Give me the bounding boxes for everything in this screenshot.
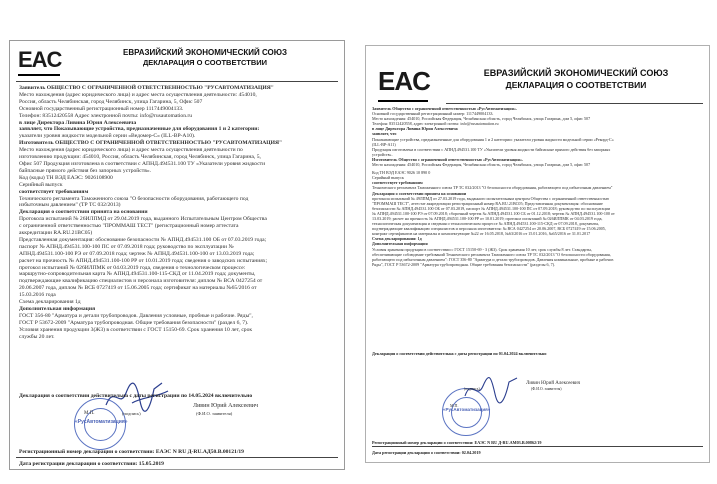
body-line: работающего под избыточным давлением": ГОСТ 356-80 "Арматура и детали трубопроводов. Давления номинальные, пробные и рабочие. — [372, 256, 615, 262]
body-line: Место нахождения (адрес юридического лица) и адрес места осуществления деятельности: 454010, — [19, 91, 257, 98]
body-line: с ограниченной ответственностью "ПРОММАШ ТЕСТ" (регистрационный номер аттестата — [19, 223, 239, 230]
body-line: (ILL-ВР-А11) — [372, 141, 396, 147]
signer-name: Ливин Юрий Алексеевич — [526, 381, 581, 386]
body-line: Заявитель ОБЩЕСТВО С ОГРАНИЧЕННОЙ ОТВЕТСТВЕННОСТЬЮ "РУСАВТОМАТИЗАЦИЯ" — [19, 85, 274, 91]
body-line: "ПРОММАШ ТЕСТ", аттестат аккредитации регистрационный номер RA.RU.21ВС05; Представленная документация: обоснование — [372, 200, 603, 206]
header-subtitle: ДЕКЛАРАЦИЯ О СООТВЕТСТВИИ — [505, 80, 647, 90]
body-line: Место нахождения (адрес юридического лица) и адрес места осуществления деятельности по — [19, 147, 243, 154]
header-subtitle: ДЕКЛАРАЦИЯ О СООТВЕТСТВИИ — [142, 58, 268, 67]
eac-mark: EAC — [18, 47, 62, 72]
body-line: Место нахождения: 454010, Российская Федерация, Челябинская область, город Челябинск, улица Гагарина, дом 5, офис 507 — [372, 116, 591, 122]
body-line: Основной государственный регистрационный номер: 1117449004133. — [372, 111, 494, 117]
body-line: контракт сертификатов на материалы и комплектующие №22 от 16.05.2018, №63/2016 от 15.01.2016, №65/2016 от 31.01.2017 — [372, 231, 591, 237]
body-line: Офис 507 Продукция изготовлена в соответствии с АПНД.494531.100 ТУ «Указатели уровня жидкости — [19, 160, 266, 167]
body-line: избыточным давлением" (ТР ТС 032/2013) — [19, 202, 121, 209]
body-line: Технического регламента Таможенного союза ТР ТС 032/2013 "О безопасности оборудования, работающего под избыточным давлением" — [372, 185, 613, 191]
body-line: Дополнительная информация — [372, 241, 428, 247]
body-line: Показывающие устройства, предназначенные для оборудования 1 и 2 категории: указатели уровня жидкости модельной серии «Рекорд-С» — [372, 136, 614, 142]
declaration-body — [372, 106, 704, 267]
registration-number: Регистрационный номер декларации о соответствии: ЕАЭС N RU Д-RU.АМ03.В.00862/19 — [372, 440, 542, 445]
registration-date: Дата регистрации декларации о соответствии: 02.04.2019 — [372, 450, 481, 455]
body-line: Изготовитель ОБЩЕСТВО С ОГРАНИЧЕННОЙ ОТВЕТСТВЕННОСТЬЮ "РУСАВТОМАТИЗАЦИЯ" — [19, 140, 283, 147]
body-line: технологическая документация и сведения о технологическом процессе № АПНД.494531.100-115-СКД от 07.09.2018, документы, — [372, 221, 600, 227]
body-line: Серийный выпуск — [19, 181, 63, 188]
mp-label: М.П. — [84, 411, 95, 416]
body-line: паспорт № АПНД.494531.100-100 ПС от 07.09.2018 года; руководство по эксплуатации № — [19, 243, 234, 250]
body-line: 13.03.2019; расчет на прочность № АПНД.494531.100-100 РР от 10.01.2019; протокол испытаний № 026ИЛПМК от 04.03.2019 года, — [372, 215, 603, 221]
signer-name: Ливин Юрий Алексеевич — [193, 403, 259, 409]
body-line: № АПНД.494531.100-100 РЭ от 07.09.2018; сборочный чертеж № АПНД.494531.100 СБ от 01.12.2018; чертеж № АПНД.494531.100-100 от — [372, 210, 615, 216]
signature-caption: (подпись) — [122, 411, 141, 416]
mp-label: М.П. — [450, 403, 459, 408]
body-line: ГОСТ Р 53672-2009 "Арматура трубопроводная. Общие требования безопасности" (раздел 6, 7). — [19, 319, 249, 326]
body-line: соответствует требованиям — [19, 188, 89, 195]
body-line: Изготовитель Общество с ограниченной ответственностью «РусАвтоматизация». — [372, 156, 523, 162]
body-line: Декларация о соответствии принята на основании — [372, 190, 467, 196]
body-line: Место нахождения: 454010, Российская Федерация, Челябинская область, город Челябинск, улица Гагарина, дом 5, офис 507 — [372, 162, 591, 168]
body-line: протокол испытаний № 026ИЛПМК от 04.03.2019 года, сведения о технологическом процессе: — [19, 264, 246, 271]
header-divider — [446, 103, 703, 104]
body-line: службы 20 лет. — [19, 333, 55, 340]
body-line: Продукция изготовлена в соответствии с АПНД.494531.100 ТУ «Указатели уровня жидкости байпасные прямого действия без запорных — [372, 146, 611, 152]
footer-divider — [372, 446, 703, 447]
body-line: Заявитель Общество с ограниченной ответственностью «РусАвтоматизация». — [372, 106, 517, 111]
body-line: Схема декларирования: 1д — [372, 236, 422, 242]
body-line: соответствует требованиям — [372, 180, 423, 186]
footer-divider — [16, 457, 338, 458]
header-divider — [16, 81, 338, 82]
body-line: указатели уровня жидкости модельной серии «Ведомер-С» (ILL-ВР-А10). — [19, 133, 196, 140]
body-line: Протокола испытаний № 26ИЛПМД от 29.04.2019 года, выданного Испытательным Центром Общества — [19, 216, 267, 223]
declaration-document-right — [365, 45, 710, 463]
declaration-body — [19, 85, 338, 341]
body-line: Телефон: 83512420558 Адрес электронной почты: info@rusautomation.ru — [19, 112, 193, 119]
body-line: расчет на прочность № АПНД.494531.100-100 РР от 10.01.2019 года; сведения о заводских испытаниях; — [19, 257, 268, 264]
body-line: Условия хранения продукции 3(Ж3) в соответствии с ГОСТ 15150-69. Срок хранения 10 лет, срок — [19, 326, 253, 333]
body-line: в лице Директора Ливина Юрия Алексеевича — [19, 119, 137, 126]
body-line: АПНД.494531.100-100 РЭ от 07.09.2018 года; чертеж № АПНД.494531.100-100 от 13.03.2019 года; — [19, 250, 255, 257]
validity-text: Декларация о соответствии действительна с даты регистрации по 01.04.2024 включительно — [372, 351, 547, 356]
body-line: Представленная документация: обоснование безопасности № АПНД.494531.100 ОБ от 07.03.2019 года; — [19, 236, 267, 243]
eac-underline — [378, 100, 428, 102]
body-line: Декларация о соответствии принята на основании — [19, 209, 148, 216]
signer-caption: (Ф.И.О. заявителя) — [196, 411, 233, 416]
body-line: маршрутно-сопроводительная карта № АПНД.494531.100-115-СКД от 11.04.2019 года; документы, — [19, 271, 256, 278]
body-line: Серийный выпуск — [372, 175, 404, 181]
body-line: Условия хранения продукции в соответствии с ГОСТ 15150-69 - 3 (Ж3). Срок хранения 10 лет, срок службы 8 лет. Стандарты, — [372, 246, 592, 252]
eac-mark: EAC — [378, 66, 430, 96]
declaration-document-left — [9, 40, 345, 470]
header-title: ЕВРАЗИЙСКИЙ ЭКОНОМИЧЕСКИЙ СОЮЗ — [483, 68, 669, 78]
body-line: Схема декларирования 1д — [19, 299, 81, 306]
body-line: Код (коды) ТН ВЭД ЕАЭС: 9026108900 — [19, 174, 113, 181]
header-title: ЕВРАЗИЙСКИЙ ЭКОНОМИЧЕСКИЙ СОЮЗ — [122, 48, 288, 57]
body-line: протокола испытаний № 49ЛПМД от 27.03.2019 года, выданного испытательным центром Общества с ограниченной ответственностью — [372, 195, 610, 201]
eac-underline — [18, 74, 60, 76]
body-line: Россия, область Челябинская, город Челябинск, улица Гагарина, 5, Офис 507 — [19, 98, 203, 105]
seal-text: «РусАвтоматизация» — [443, 407, 491, 412]
body-line: Ряды", ГОСТ Р 53672-2009 "Арматура трубопроводная. Общие требования безопасности" (разделы 6, 7). — [372, 261, 556, 267]
body-line: безопасности № АПНД.494531.100 ОБ от 07.03.2019, паспорт № АПНД.494531.100-100 ПС от 07.09.2018; руководство по эксплуатации — [372, 205, 611, 211]
body-line: в лице Директора Ливина Юрия Алексеевича — [372, 126, 458, 132]
body-line: Телефон: 83512420558, адрес электронной почты: info@rusautomation.ru — [372, 121, 499, 127]
body-line: Основной государственный регистрационный номер 1117449004133. — [19, 105, 184, 112]
signer-caption: (Ф.И.О. заявителя) — [531, 387, 562, 391]
body-line: байпасные прямого действия без запорных устройств». — [19, 167, 152, 174]
body-line: заявляет, что Показывающие устройства, предназначенные для оборудования 1 и 2 категории: — [19, 126, 260, 133]
body-line: подтверждающие квалификацию специалистов и персонала изготовителя: диплом № ВСА 0427254 от — [19, 278, 263, 285]
body-line: заявляет, что — [372, 131, 397, 137]
body-line: устройств». — [372, 151, 393, 157]
body-line: обеспечивающие соблюдение требований Технического регламента Таможенного союза ТР ТС 032/2013 "О безопасности оборудования, — [372, 251, 611, 257]
body-line: Код ТН ВЭД ЕАЭС 9026 10 890 0 — [372, 170, 431, 176]
registration-number: Регистрационный номер декларации о соответствии: ЕАЭС N RU Д-RU.АД50.В.00121/19 — [19, 449, 244, 455]
signature-caption: (подпись) — [464, 387, 480, 391]
seal-text: «РусАвтоматизация» — [75, 419, 128, 425]
body-line: изготовлению продукции: 454010, Россия, область Челябинская, город Челябинск, улица Гагарина, 5, — [19, 154, 261, 161]
body-line: подтверждающие квалификацию специалистов и персонала изготовителя: № ВСА 0427254 от 20.06.2007, ВСБ 0727419 от 15.06.2005, — [372, 226, 606, 232]
validity-text: Декларация о соответствии действительна с даты регистрации по 14.05.2024 включительно — [19, 393, 253, 399]
registration-date: Дата регистрации декларации о соответствии: 15.05.2019 — [19, 461, 164, 467]
body-line: аккредитации RA.RU.21ВС05) — [19, 230, 93, 237]
body-line: Технического регламента Таможенного союза "О безопасности оборудования, работающего под — [19, 195, 249, 202]
body-line: Дополнительная информация — [19, 306, 96, 312]
body-line: 20.06.2007 года, диплом № ВСБ 0727419 от 15.06.2005 года; сертификат на материалы №65/2016 от — [19, 285, 257, 292]
body-line: 15.03.2016 года — [19, 292, 56, 299]
body-line: ГОСТ 356-80 "Арматура и детали трубопроводов. Давления условные, пробные и рабочие. Ряды", — [19, 312, 253, 319]
